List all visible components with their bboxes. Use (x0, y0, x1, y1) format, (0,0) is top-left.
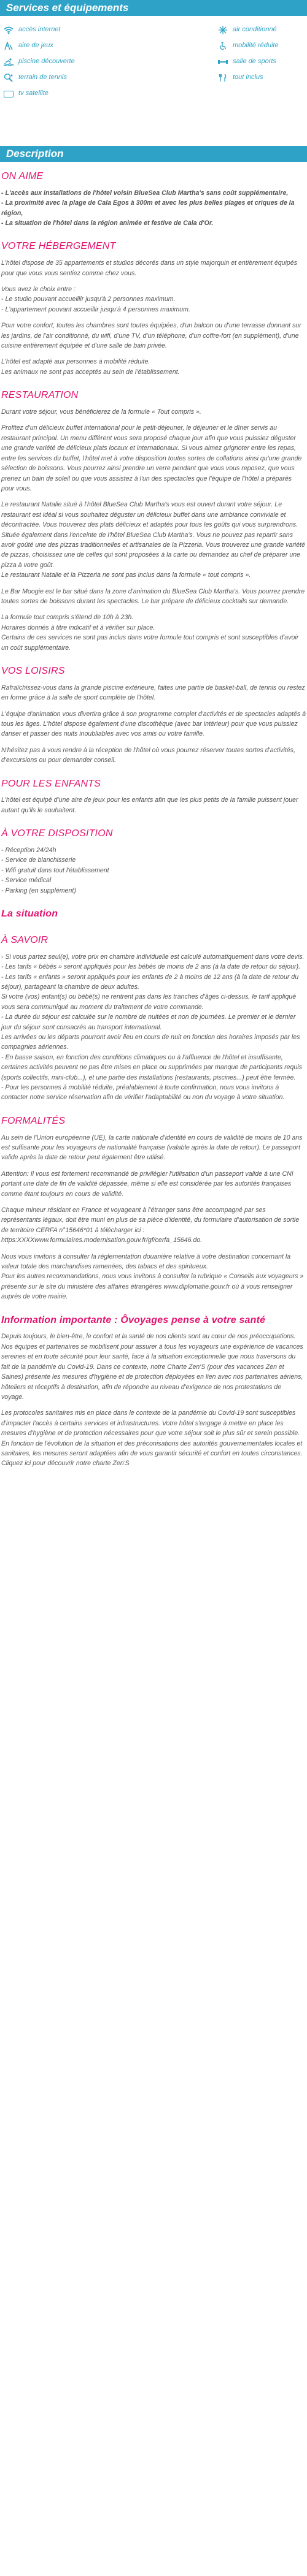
service-label: terrain de tennis (18, 74, 67, 82)
wheelchair-icon (217, 41, 229, 51)
tennis-icon (2, 73, 15, 83)
section-paragraph: Attention: Il vous est fortement recommandé de privilégier l'utilisation d'un passeport valide à une CNI portant une date de fin de validité dépassée, même si elle est considérée par les autorités françaises comme étant toujours en cours de validité. (1, 1170, 293, 1198)
service-item (0, 54, 152, 70)
service-label: air conditionné (233, 26, 277, 34)
section-paragraph: Nous vous invitons à consulter la réglementation douanière relative à votre destination concernant la valeur totale des marchandises ramenées, des tabacs et des spiritueux. Pour les autres recommandations, nous vous invitons à consulter la rubrique « Conseils aux voyageurs » présente sur le site du ministère des affaires étrangères www.diplomatie.gouv.fr où à vous renseigner auprès de votre mairie. (1, 1252, 304, 1301)
description-content (0, 162, 307, 1487)
services-section (0, 0, 307, 105)
service-label: tv satellite (18, 90, 49, 97)
section-heading: La situation (1, 909, 58, 920)
section-heading: POUR LES ENFANTS (1, 778, 101, 789)
gym-icon (217, 57, 229, 67)
service-item (155, 70, 307, 86)
services-grid (0, 16, 307, 105)
service-item (0, 22, 152, 38)
description-header: Description (0, 146, 307, 162)
section-heading: Information importante : Ôvoyages pense à votre santé (1, 1314, 266, 1325)
service-item (0, 86, 152, 102)
service-item (155, 22, 307, 38)
service-item (155, 54, 307, 70)
section-paragraph: - Si vous partez seul(e), votre prix en chambre individuelle est calculé automatiquement dans votre devis. - Les tarifs « bébés » seront appliqués pour les bébés de moins de 2 ans (à la date de retour du séjour). - Les tarifs « enfants » seront appliqués pour les enfants de 2 à moins de 12 ans (à la date de retour du séjour), partageant la chambre de deux adultes. Si votre (vos) enfant(s) ou bébé(s) ne rentrent pas dans les tranches d'âges ci-dessus, le tarif appliqué vous sera communiqué au moment du traitement de votre commande. - La durée du séjour est calculée sur le nombre de nuitées et non de journées. Le premier et le dernier jour du séjour sont consacrés au transport international. Les arrivées ou les départs pourront avoir lieu en cours de nuit en fonction des horaires imposés par les compagnies aériennes. - En basse saison, en fonction des conditions climatiques ou à l'affluence de l'hôtel et insuffisante, certaines activités peuvent ne pas être mises en place ou supprimées par manque de participants requis (sports collectifs, mini-club...), et une partie des installations (restaurants, piscines...) peut être fermée. - Pour les personnes à mobilité réduite, préalablement à toute confirmation, nous vous invitons à contacter notre service réservation afin de vérifier l'adaptabilité ou non du voyage à votre situation. (1, 953, 305, 1102)
service-label: tout inclus (233, 74, 263, 82)
section-paragraph: Chaque mineur résidant en France et voyageant à l'étranger sans être accompagné par ses représentants légaux, doit être muni en plus de sa pièce d'identité, du formulaire d'autorisation de sortie de territoire CERFA n°15646*01 à télécharger ici : https:XXXXwww.formulaires.modernisation.gouv.fr/gf/cerfa_15646.do. (1, 1206, 300, 1244)
service-label: accès internet (18, 26, 61, 34)
section-paragraph: La formule tout compris s'étend de 10h à 23h. Horaires donnés à titre indicatif et à vérifier sur place. Certains de ces services ne sont pas inclus dans votre formule tout compris et sont susceptibles d'avoir un coût supplémentaire. (1, 614, 299, 652)
section-paragraph: Les protocoles sanitaires mis en place dans le contexte de la pandémie du Covid-19 sont susceptibles d'impacter l'accès à certains services et infrastructures. Votre hôtel s'engage à mettre en place les mesures d'hygiène et de protection nécessaires pour que votre séjour soit le plus sûr et serein possible. En fonction de l'évolution de la situation et des préconisations des autorités gouvernementales locales et sanitaires, les mesures seront adaptées afin de vous garantir sécurité et confort en toutes circonstances. Cliquez ici pour découvrir notre charte Zen'S (1, 1409, 303, 1468)
service-label: aire de jeux (18, 42, 53, 50)
section-heading: ON AIME (1, 171, 44, 181)
section-heading: VOS LOISIRS (1, 666, 65, 677)
section-paragraph: L'hôtel est équipé d'une aire de jeux pour les enfants afin que les plus petits de la famille puissent jouer autant qu'ils le souhaitent. (1, 796, 298, 814)
section-paragraph: L'hôtel est adapté aux personnes à mobilité réduite. Les animaux ne sont pas acceptés au sein de l'établissement. (1, 358, 180, 376)
section-paragraph: L'hôtel dispose de 35 appartements et studios décorés dans un style majorquin et entièrement équipés pour que vous vous sentiez comme chez vous. (1, 259, 297, 277)
section-paragraph: Profitez d'un délicieux buffet international pour le petit-déjeuner, le déjeuner et le dîner servis au restaurant principal. Un menu différent vous sera proposé chaque jour afin que vous puissiez déguster une grande variété de délicieux plats locaux et internationaux. Si vous aimez grignoter entre les repas, entre les services du buffet, l'hôtel met à votre disposition toutes sortes de collations ainsi qu'une grande sélection de boissons. Vous pourrez ainsi prendre un verre pendant que vous vous reposez, que vous prenez un bain de soleil ou que vous assistez à l'un des spectacles que l'équipe de l'hôtel a préparés pour vous. (1, 424, 302, 492)
wifi-icon (2, 25, 15, 35)
section-paragraph: Durant votre séjour, vous bénéficierez de la formule « Tout compris ». (1, 408, 201, 416)
section-paragraph: Le Bar Moogie est le bar situé dans la zone d'animation du BlueSea Club Martha's. Vous pourrez prendre toutes sortes de boissons durant les spectacles. Le bar prépare de délicieux cocktails sur demande. (1, 587, 305, 605)
service-label: piscine découverte (18, 58, 75, 66)
snowflake-icon (217, 25, 229, 35)
services-col-right (155, 22, 307, 102)
section-heading: À SAVOIR (1, 934, 49, 945)
section-paragraph: Depuis toujours, le bien-être, le confort et la santé de nos clients sont au cœur de nos préoccupations. Nos équipes et partenaires se mobilisent pour assurer à tous les voyageurs une expérience de vacances sereines et en toute sécurité pour leur santé, face à la situation exceptionnelle que nous traversons du fait de la pandémie du Covid-19. Dans ce contexte, notre Charte Zen'S (pour des vacances Zen et Saines) présente les mesures d'hygiène et de protection déployées en lien avec nos partenaires aériens, hôteliers et réceptifs à destination, afin de répondre au niveau d'exigence de nos protestations de voyage. (1, 1333, 303, 1401)
section-spacer (0, 105, 307, 146)
all-inclusive-icon (217, 73, 229, 83)
section-paragraph: L'équipe d'animation vous divertira grâce à son programme complet d'activités et de spectacles adaptés à tous les âges. L'hôtel dispose également d'une discothèque (avec bar intérieur) pour que vous puissiez danser et passer des nuits inoubliables avec vos amis ou votre famille. (1, 710, 306, 738)
services-header: Services et équipements (0, 0, 307, 16)
tv-icon (2, 89, 15, 99)
section-paragraph: Au sein de l'Union européenne (UE), la carte nationale d'identité en cours de validité de moins de 10 ans est suffisante pour les voyageurs de nationalité française (valable après la date de retour). Le passeport valide après la date de retour peut également être utilisé. (1, 1134, 303, 1162)
section-paragraph: N'hésitez pas à vous rendre à la réception de l'hôtel où vous pourrez réserver toutes sortes d'activités, d'excursions ou pour demander conseil. (1, 746, 295, 764)
services-col-left (0, 22, 152, 102)
section-paragraph: Rafraîchissez-vous dans la grande piscine extérieure, faites une partie de basket-ball, de tennis ou restez en forme grâce à la salle de sport complète de l'hôtel. (1, 684, 305, 702)
section-paragraph: Le restaurant Natalie situé à l'hôtel BlueSea Club Martha's vous est ouvert durant votre séjour. Le restaurant est idéal si vous souhaitez déguster un délicieux buffet dans une ambiance conviviale et décontractée. Vous trouverez des plats délicieux et adaptés pour tous les goûts qui vous surprendrons. Située également dans l'enceinte de l'hôtel BlueSea Club Martha's. Vous ne pouvez pas repartir sans avoir goûté une des pizzas traditionnelles et artisanales de la Pizzeria. Vous trouverez une grande variété de pizzas, choisissez une de celles qui sont proposées à la carte ou demandez au chef de préparer une pizza à votre goût. Le restaurant Natalie et la Pizzeria ne sont pas inclus dans la formule « tout compris ». (1, 501, 305, 579)
service-label: salle de sports (233, 58, 276, 66)
pool-icon (2, 57, 15, 67)
service-item (0, 38, 152, 54)
section-heading: FORMALITÉS (1, 1115, 66, 1126)
section-heading: À VOTRE DISPOSITION (1, 828, 113, 839)
description-section (0, 146, 307, 1487)
service-label: mobilité réduite (233, 42, 279, 50)
section-paragraph: Vous avez le choix entre : - Le studio pouvant accueillir jusqu'à 2 personnes maximum. - L'appartement pouvant accueillir jusqu'à 4 personnes maximum. (1, 286, 190, 313)
section-heading: RESTAURATION (1, 390, 79, 401)
section-heading: VOTRE HÉBERGEMENT (1, 241, 116, 252)
service-item (155, 38, 307, 54)
section-paragraph: - Réception 24/24h - Service de blanchisserie - Wifi gratuit dans tout l'établissement - Service médical - Parking (en supplément) (1, 847, 109, 894)
service-item (0, 70, 152, 86)
section-paragraph: Pour votre confort, toutes les chambres sont toutes équipées, d'un balcon ou d'une terrasse donnant sur les jardins, de l'air conditionné, du wifi, d'une TV, d'un téléphone, d'un coffre-fort (en supplément), d'une cuisine entièrement équipée et d'une salle de bain privée. (1, 322, 301, 350)
section-paragraph: - L'accès aux installations de l'hôtel voisin BlueSea Club Martha's sans coût supplémentaire, - La proximité avec la plage de Cala Egos à 300m et avec les plus belles plages et criques de la région, - La situation de l'hôtel dans la région animée et festive de Cala d'Or. (1, 189, 295, 227)
playground-icon (2, 41, 15, 51)
